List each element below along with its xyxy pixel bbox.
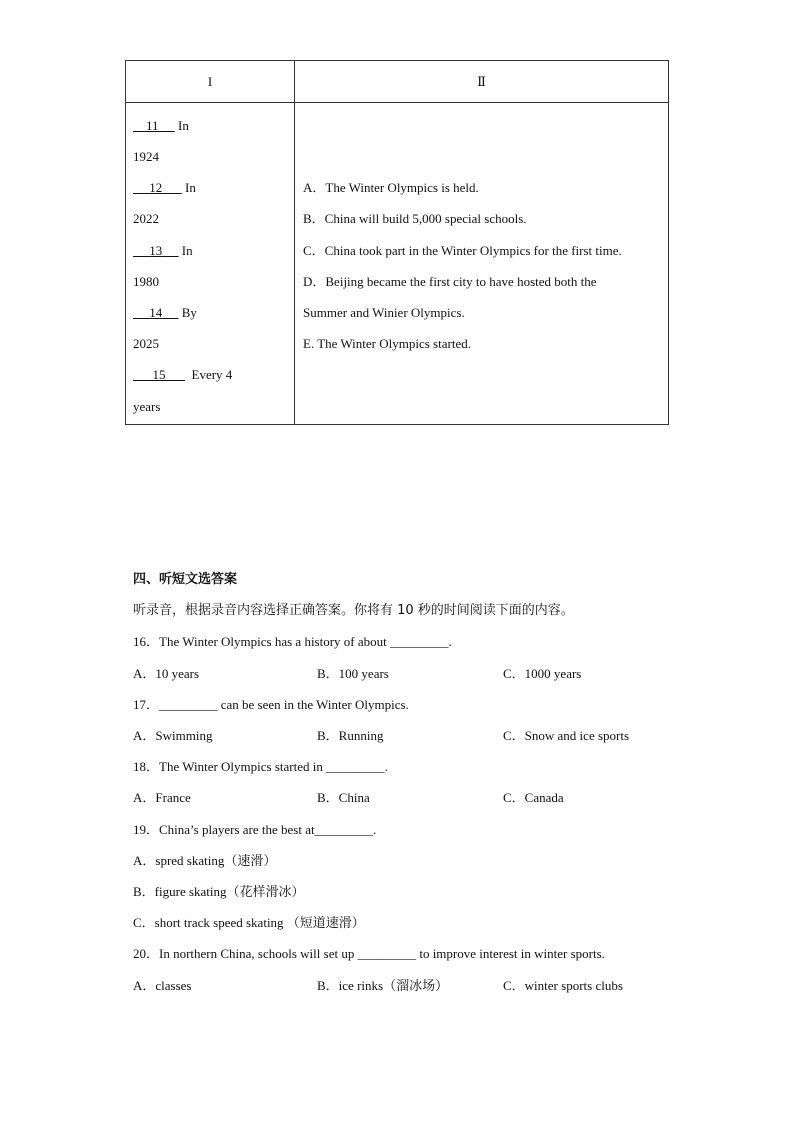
question-19-option-b[interactable]: B．figure skating（花样滑冰）	[133, 884, 305, 899]
item-14-cont: 2025	[133, 336, 159, 351]
question-20-stem: 20．In northern China, schools will set up _________ to improve interest in winter sports.	[133, 946, 605, 961]
item-11-line: 11 In	[146, 118, 189, 133]
question-16-stem: 16．The Winter Olympics has a history of about _________.	[133, 634, 452, 649]
option-c-line: C．China took part in the Winter Olympics for the first time.	[303, 243, 622, 258]
item-14-text: By	[181, 305, 197, 320]
question-16-option-a[interactable]: A．10 years	[133, 666, 200, 681]
item-11-cont: 1924	[133, 149, 159, 164]
question-20-option-c[interactable]: C．winter sports clubs	[503, 978, 623, 993]
option-e-line: E. The Winter Olympics started.	[303, 336, 471, 351]
question-18-option-c[interactable]: C．Canada	[503, 790, 564, 805]
column-header-i: I	[126, 61, 295, 103]
question-19-option-c[interactable]: C．short track speed skating （短道速滑）	[133, 915, 365, 930]
item-12-cont: 2022	[133, 211, 159, 226]
column-i-cell	[126, 103, 295, 425]
section-instruction: 听录音，根据录音内容选择正确答案。你将有 10 秒的时间阅读下面的内容。	[133, 603, 574, 618]
item-12-text: In	[185, 180, 196, 195]
question-16-option-c[interactable]: C．1000 years	[503, 666, 582, 681]
question-17-option-b[interactable]: B．Running	[317, 728, 384, 743]
item-13-line: 13 In	[149, 243, 193, 258]
question-17-stem: 17．_________ can be seen in the Winter Olympics.	[133, 697, 409, 712]
question-18-option-a[interactable]: A．France	[133, 790, 191, 805]
question-19-stem: 19．China’s players are the best at_________.	[133, 822, 377, 837]
item-11-text: In	[178, 118, 189, 133]
option-b-line: B．China will build 5,000 special schools.	[303, 211, 527, 226]
column-header-ii: Ⅱ	[295, 61, 669, 103]
table-header-row	[126, 61, 669, 103]
question-18-option-b[interactable]: B．China	[317, 790, 370, 805]
option-a-line: A．The Winter Olympics is held.	[303, 180, 479, 195]
matching-table	[125, 60, 669, 425]
option-d-line-cont: Summer and Winier Olympics.	[303, 305, 465, 320]
section-title: 四、听短文选答案	[133, 572, 238, 587]
item-12-line: 12 In	[149, 180, 196, 195]
question-17-option-a[interactable]: A．Swimming	[133, 728, 213, 743]
item-15-line: 15 Every 4	[152, 367, 233, 382]
column-ii-cell	[295, 103, 669, 425]
item-13-text: In	[181, 243, 193, 258]
question-19-option-a[interactable]: A．spred skating（速滑）	[133, 853, 277, 868]
item-15-text: Every 4	[191, 367, 233, 382]
item-14-line: 14 By	[149, 305, 197, 320]
option-d-line: D．Beijing became the first city to have hosted both the	[303, 274, 597, 289]
question-20-option-b[interactable]: B．ice rinks（溜冰场）	[317, 978, 449, 993]
question-16-option-b[interactable]: B．100 years	[317, 666, 389, 681]
question-18-stem: 18．The Winter Olympics started in _________.	[133, 759, 388, 774]
item-15-cont: years	[133, 399, 161, 414]
item-13-cont: 1980	[133, 274, 159, 289]
question-17-option-c[interactable]: C．Snow and ice sports	[503, 728, 630, 743]
question-20-option-a[interactable]: A．classes	[133, 978, 192, 993]
table-body-row	[126, 103, 669, 425]
